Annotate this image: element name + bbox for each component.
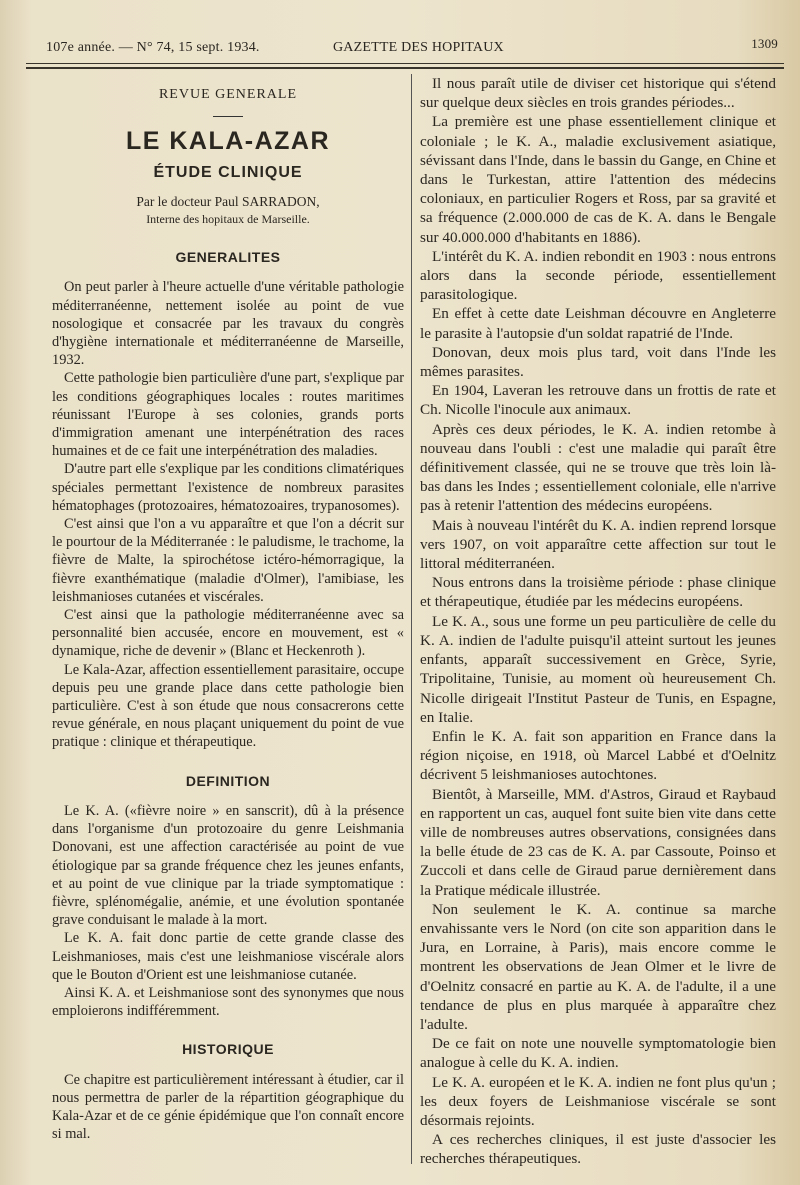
paragraph: La première est une phase essentiellement clinique et coloniale ; le K. A., maladie exclusivement asiatique, sévissant dans l'Inde, dans le bassin du Gange, en Chine et dans le Turkestan, attire l'attention des médecins coloniaux, en particulier Rogers et Ross, par sa gravité et sa fréquence (2.000.000 de cas de K. A. dans le Bengale sur 40.000.000 d'habitants en 1886). <box>420 113 776 246</box>
title-rule <box>213 116 243 117</box>
article-subtitle: ÉTUDE CLINIQUE <box>153 164 303 182</box>
paragraph: Cette pathologie bien particulière d'une part, s'explique par les conditions géographiques locales : routes maritimes réunissant l'Europe à ses colonies, grands ports d'immigration amenant une interpénétration des races humaines et de ce fait une interpénétration des maladies. <box>52 370 404 460</box>
section-label: REVUE GENERALE <box>158 87 298 102</box>
paragraph: On peut parler à l'heure actuelle d'une véritable pathologie méditerranéenne, nettement isolée au point de vue nosologique et consacrée par les travaux du congrès d'hygiène internationale et méditerranéenne de Marseille, 1932. <box>52 279 404 369</box>
paragraph: Après ces deux périodes, le K. A. indien retombe à nouveau dans l'oubli : c'est une maladie qui paraît être définitivement classée, qui ne se trouve que très loin là-bas dans les Indes ; essentiellement coloniale, elle n'arrive pas à retenir l'attention des médecins européens. <box>420 420 776 515</box>
paragraph: Mais à nouveau l'intérêt du K. A. indien reprend lorsque vers 1907, on voit apparaître cette affection sur tout le littoral méditerranéen. <box>420 516 776 573</box>
paragraph: C'est ainsi que l'on a vu apparaître et que l'on a décrit sur le pourtour de la Méditerranée : le paludisme, le trachome, la fièvre de Malte, la spirochétose ictéro-hémorragique, la fièvre exanthématique (maladie d'Olmer), l'amibiase, les leishmanioses cutanées et viscérales. <box>52 516 404 605</box>
paragraph: Le K. A. fait donc partie de cette grande classe des Leishmanioses, mais c'est une leishmaniose viscérale alors que le Bouton d'Orient est une leishmaniose cutanée. <box>52 930 404 983</box>
running-header <box>46 36 780 58</box>
paragraph: C'est ainsi que la pathologie méditerranéenne avec sa personnalité bien accusée, encore en mouvement, est « dynamique, riche de devenir » (Blanc et Heckenroth ). <box>52 607 404 660</box>
paragraph: Non seulement le K. A. continue sa marche envahissante vers le Nord (on cite son apparition dans le Jura, en Lorraine, à Paris), mais encore comme le montrent les observations de Jean Olmer et le livre de d'Oelnitz consacré en partie au K. A. de l'adulte, il a une tendance de plus en plus marquée à apparaître chez l'adulte. <box>420 900 776 1033</box>
paragraph: Ainsi K. A. et Leishmaniose sont des synonymes que nous emploierons indifféremment. <box>52 984 404 1020</box>
paragraph: De ce fait on note une nouvelle symptomatologie bien analogue à celle du K. A. indien. <box>420 1035 776 1072</box>
paragraph: En effet à cette date Leishman découvre en Angleterre le parasite à l'autopsie d'un soldat rapatrié de l'Inde. <box>420 305 776 342</box>
page-number: 1309 <box>751 36 778 51</box>
header-rule-thick <box>26 67 784 69</box>
heading-generalites: GENERALITES <box>175 249 281 266</box>
journal-title: GAZETTE DES HOPITAUX <box>333 40 504 55</box>
paragraph: Donovan, deux mois plus tard, voit dans l'Inde les mêmes parasites. <box>420 343 776 381</box>
paragraph: Le K. A., sous une forme un peu particulière de celle du K. A. indien de l'adulte puisqu'il atteint surtout les jeunes enfants, apparaît successivement en Grèce, Syrie, Tripolitaine, Tunisie, au moment où heureusement Ch. Nicolle dirigeait l'Institut Pasteur de Tunis, en Espagne, en Italie. <box>420 612 776 726</box>
paragraph: D'autre part elle s'explique par les conditions climatériques spéciales permettant l'existence de nombreux parasites hématophages (protozoaires, hématozoaires, trypanosomes). <box>52 461 404 514</box>
paragraph: A ces recherches cliniques, il est juste d'associer les recherches thérapeutiques. <box>420 1131 776 1168</box>
heading-historique: HISTORIQUE <box>182 1041 274 1058</box>
right-column <box>420 74 776 1169</box>
paragraph: Il nous paraît utile de diviser cet historique qui s'étend sur quelque deux siècles en trois grandes périodes... <box>420 75 776 112</box>
left-column <box>52 74 404 1143</box>
paragraph: Ce chapitre est particulièrement intéressant à étudier, car il nous permettra de parler de la répartition géographique du Kala-Azar et de ce génie épidémique que l'on connaît encore si mal. <box>52 1071 404 1143</box>
paragraph: Enfin le K. A. fait son apparition en France dans la région niçoise, en 1918, où Marcel Labbé et d'Oelnitz décrivent 5 leishmanioses autochtones. <box>420 727 776 784</box>
article-title: LE KALA-AZAR <box>125 127 331 156</box>
column-separator <box>411 74 412 1164</box>
paragraph: Le K. A. («fièvre noire » en sanscrit), dû à la présence dans l'organisme d'un protozoaire du genre Leishmania Donovani, est une affection caractérisée au point de vue étiologique par sa grande fréquence chez les jeunes enfants, et au point de vue clinique par la triade symptomatique : fièvre, splénomégalie, anémie, et une évolution spontanée grave conduisant le malade à la mort. <box>52 802 404 929</box>
paragraph: L'intérêt du K. A. indien rebondit en 1903 : nous entrons alors dans la seconde période, essentiellement parasitologique. <box>420 247 776 304</box>
author-affiliation: Interne des hopitaux de Marseille. <box>146 212 310 227</box>
paragraph: Le K. A. européen et le K. A. indien ne font plus qu'un ; les deux foyers de Leishmaniose viscérale se sont désormais rejoints. <box>420 1073 776 1129</box>
heading-definition: DEFINITION <box>185 772 271 789</box>
paragraph: En 1904, Laveran les retrouve dans un frottis de rate et Ch. Nicolle l'inocule aux animaux. <box>420 382 776 419</box>
paragraph: Nous entrons dans la troisième période : phase clinique et thérapeutique, étudiée par les médecins européens. <box>420 574 776 611</box>
paragraph: Bientôt, à Marseille, MM. d'Astros, Giraud et Raybaud en rapportent un cas, auquel font suite bien vite dans cette ville de nombreuses autres observations, consignées dans la belle étude de 23 cas de K. A. par Cassoute, Poinso et Zuccoli et dans celle de Giraud parue dernièrement dans la Pratique médicale illustrée. <box>420 785 776 899</box>
paragraph: Le Kala-Azar, affection essentiellement parasitaire, occupe depuis peu une grande place dans cette pathologie bien particulière. C'est à son étude que nous consacrerons cette revue générale, en nous plaçant uniquement du point de vue pratique : clinique et thérapeutique. <box>52 661 404 751</box>
issue-info: 107e année. — N° 74, 15 sept. 1934. <box>46 40 260 55</box>
author-line: Par le docteur Paul SARRADON, <box>136 194 320 210</box>
header-rule <box>26 63 784 64</box>
